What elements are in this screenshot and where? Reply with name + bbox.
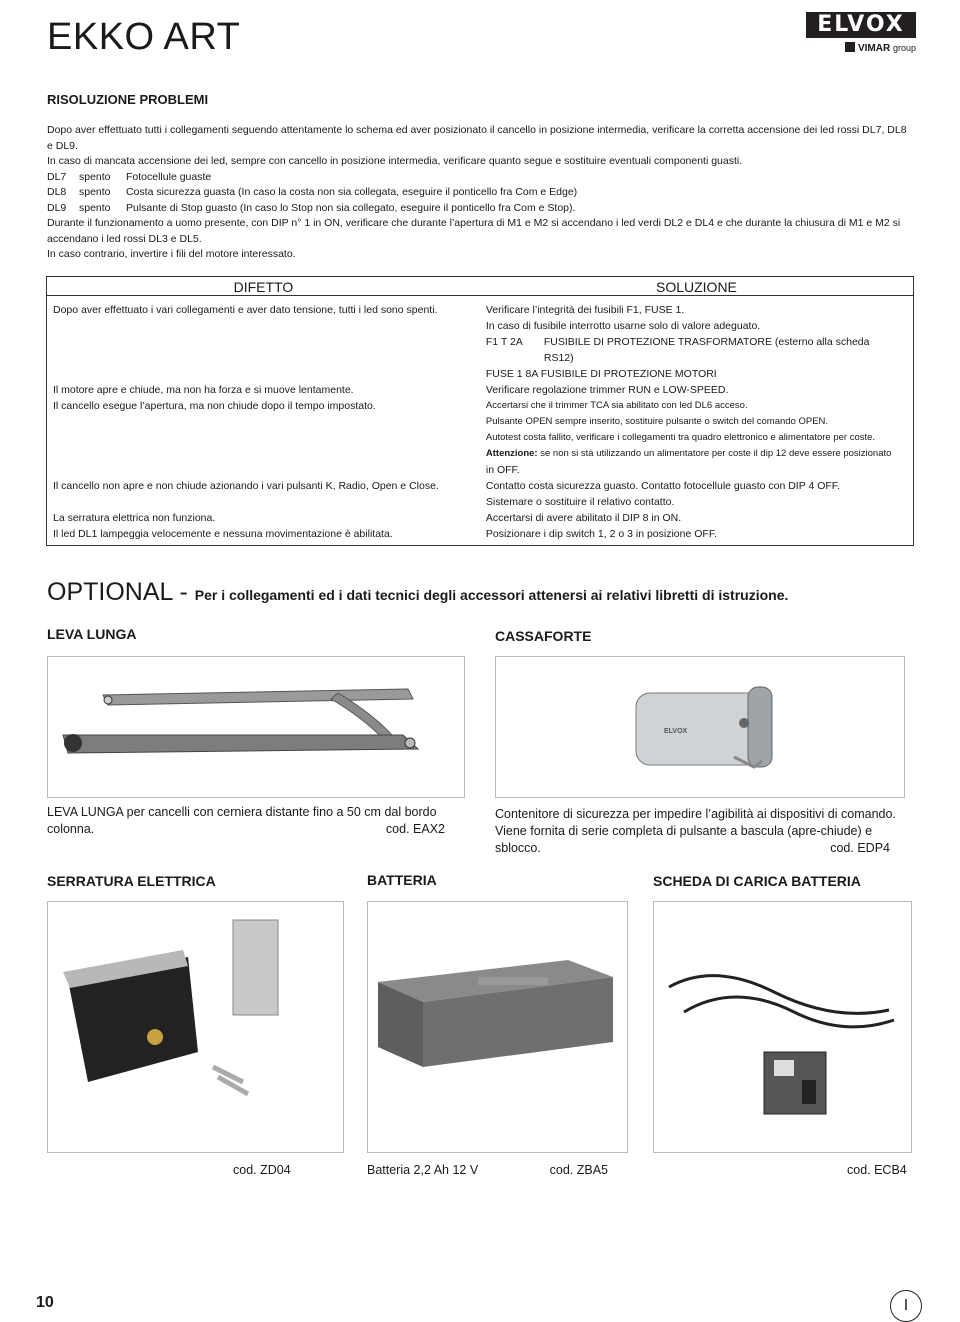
accessory-title-leva: LEVA LUNGA	[47, 626, 137, 642]
accessory-title-serratura: SERRATURA ELETTRICA	[47, 873, 216, 889]
code-scheda: cod. ECB4	[847, 1163, 907, 1177]
intro-paragraph: In caso di mancata accensione dei led, sempre con cancello in posizione intermedia, verificare quanto segue e sostituire eventuali componenti guasti.	[47, 155, 743, 167]
troubleshooting-intro	[47, 123, 913, 263]
caption-leva: LEVA LUNGA per cancelli con cerniera distante fino a 50 cm dal bordo colonna. cod. EAX2	[47, 805, 445, 836]
defect-cell: Dopo aver effettuato i vari collegamenti e aver dato tensione, tutti i led sono spenti.	[53, 304, 438, 316]
lever-arm-icon	[48, 657, 464, 797]
safe-box-icon	[496, 657, 904, 797]
page-title: EKKO ART	[47, 16, 241, 58]
defect-cell: Il led DL1 lampeggia velocemente e nessuna movimentazione è abilitata.	[53, 528, 393, 540]
section-title-troubleshooting: RISOLUZIONE PROBLEMI	[47, 92, 209, 107]
led-row: DL7 spento Fotocellule guaste	[47, 170, 212, 183]
intro-paragraph: Durante il funzionamento a uomo presente, con DIP n° 1 in ON, verificare che durante l’apertura di M1 e M2 si accendano i led verdi DL2 e DL4 e che durante la chiusura di M1 e M2 si accendano i led rossi DL3 e DL5.	[47, 217, 901, 245]
led-row: DL8 spento Costa sicurezza guasta (In caso la costa non sia collegata, eseguire il ponticello fra Com e Edge)	[47, 186, 578, 198]
table-row	[47, 398, 914, 478]
table-row	[47, 478, 914, 510]
table-row	[47, 299, 914, 382]
solution-cell: Verificare regolazione trimmer RUN e LOW-SPEED.	[485, 384, 729, 396]
optional-heading: OPTIONAL - Per i collegamenti ed i dati tecnici degli accessori attenersi ai relativi libretti di istruzione.	[47, 578, 789, 606]
table-row	[47, 382, 914, 398]
intro-paragraph: In caso contrario, invertire i fili del motore interessato.	[47, 248, 296, 260]
page-number: 10	[36, 1294, 54, 1311]
defect-cell: Il cancello esegue l’apertura, ma non chiude dopo il tempo impostato.	[53, 400, 376, 412]
caption-batteria: Batteria 2,2 Ah 12 V cod. ZBA5	[367, 1163, 608, 1177]
defect-cell: Il motore apre e chiude, ma non ha forza e si muove lentamente.	[53, 384, 354, 396]
defect-cell: Il cancello non apre e non chiude azionando i vari pulsanti K, Radio, Open e Close.	[53, 480, 439, 492]
elvox-logo	[806, 12, 916, 56]
language-badge: I	[890, 1290, 922, 1322]
svg-text:ELVOX: ELVOX	[664, 728, 688, 735]
solution-cell: Accertarsi di avere abilitato il DIP 8 in ON.	[485, 512, 682, 524]
electric-lock-icon	[48, 902, 343, 1152]
defect-cell: La serratura elettrica non funziona.	[53, 512, 216, 524]
column-header-soluzione: SOLUZIONE	[480, 277, 914, 300]
accessory-title-cassaforte: CASSAFORTE	[495, 628, 592, 644]
solution-cell: Posizionare i dip switch 1, 2 o 3 in posizione OFF.	[485, 528, 717, 540]
led-row: DL9 spento Pulsante di Stop guasto (In caso lo Stop non sia collegato, eseguire il ponticello fra Com e Stop).	[47, 201, 576, 214]
optional-subtitle: Per i collegamenti ed i dati tecnici degli accessori attenersi ai relativi libretti di istruzione.	[194, 587, 789, 603]
battery-icon	[368, 902, 627, 1152]
vimar-square-icon	[845, 42, 855, 52]
solution-cell: Contatto costa sicurezza guasto. Contatto fotocellule guasto con DIP 4 OFF. Sistemare o sostituire il relativo contatto.	[485, 480, 840, 508]
solution-cell: Verificare l’integrità dei fusibili F1, FUSE 1. In caso di fusibile interrotto usarne solo di valore adeguato. F1 T 2A FUSIBILE DI PROTEZIONE TRASFORMATORE (esterno alla scheda RS12) FUSE 1 8A FUSIBILE DI PROTEZIONE MOTORI	[485, 304, 870, 380]
table-row	[47, 526, 914, 546]
column-header-difetto: DIFETTO	[47, 277, 480, 300]
troubleshooting-table	[46, 276, 914, 546]
charger-board-icon	[654, 902, 911, 1152]
image-cassaforte	[495, 656, 905, 798]
code-serratura: cod. ZD04	[233, 1163, 291, 1177]
image-leva-lunga	[47, 656, 465, 798]
accessory-title-scheda: SCHEDA DI CARICA BATTERIA	[653, 873, 861, 889]
caption-cassaforte: Contenitore di sicurezza per impedire l’agibilità ai dispositivi di comando. Viene fornita di serie completa di pulsante a bascula (apre-chiude) e sblocco. cod. EDP4	[495, 807, 896, 855]
image-serratura	[47, 901, 344, 1153]
brand-name: ELVOX	[806, 12, 916, 38]
solution-cell: Accertarsi che il trimmer TCA sia abilitato con led DL6 acceso. Pulsante OPEN sempre inserito, sostituire pulsante o switch del comando OPEN. Autotest costa fallito, verificare i collegamenti tra quadro elettronico e alimentatore per coste. Attenzione: se non si stà utilizzando un alimentatore per coste il dip 12 deve essere posizionato in OFF.	[485, 400, 892, 476]
image-scheda	[653, 901, 912, 1153]
accessory-title-batteria: BATTERIA	[367, 872, 437, 888]
image-batteria	[367, 901, 628, 1153]
table-row	[47, 510, 914, 526]
intro-paragraph: Dopo aver effettuato tutti i collegamenti seguendo attentamente lo schema ed aver posizionato il cancello in posizione intermedia, verificare la corretta accensione dei led rossi DL7, DL8 e DL9.	[47, 124, 907, 152]
vimar-group-label: VIMAR group	[845, 42, 916, 54]
